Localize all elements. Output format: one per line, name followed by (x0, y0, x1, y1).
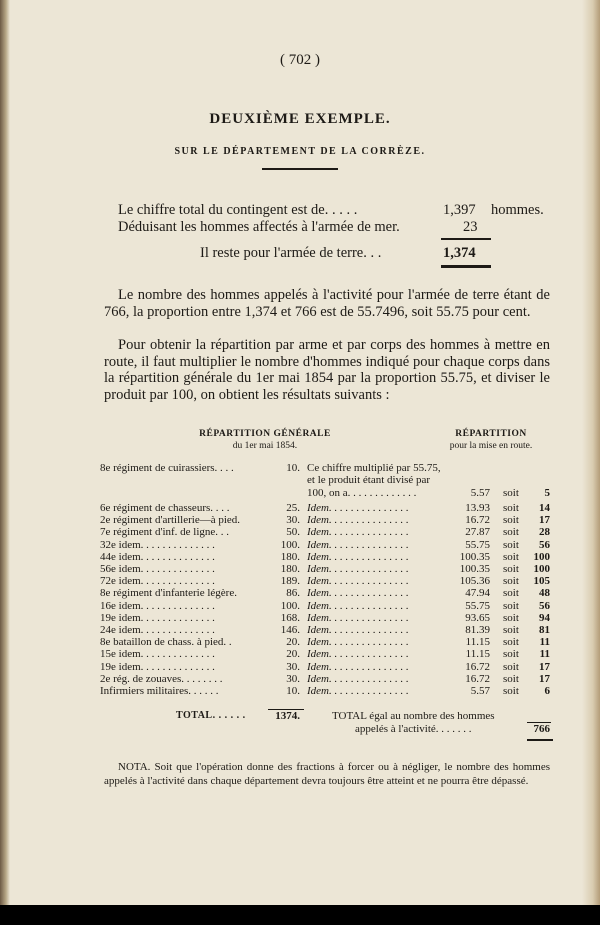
row-desc: Idem. . . . . . . . . . . . . . . (307, 685, 409, 697)
row-corps-name: 2e régiment d'artillerie—à pied. (100, 514, 241, 527)
row-desc-line1: Ce chiffre multiplié par 55.75, (307, 462, 441, 474)
table-row (0, 673, 600, 685)
page-left-edge (0, 0, 10, 905)
table-row (0, 575, 600, 587)
row-soit: soit (503, 563, 519, 575)
row-corps-name: 44e idem. . . . . . . . . . . . . . (100, 550, 215, 563)
row-product-value: 105.36 (459, 575, 490, 588)
table-row (0, 685, 600, 697)
row-result: 94 (539, 611, 550, 624)
row-result: 17 (539, 672, 550, 685)
row-soit: soit (503, 514, 519, 527)
row-product-value: 11.15 (465, 648, 490, 661)
row-result: 17 (539, 660, 550, 673)
total-left-label: TOTAL. . . . . . (176, 710, 246, 721)
row-product-value: 55.75 (465, 538, 490, 551)
row-desc: Idem. . . . . . . . . . . . . . . (307, 636, 409, 649)
row-desc: Idem. . . . . . . . . . . . . . . (307, 563, 409, 575)
summary-total-unit: hommes. (491, 202, 544, 218)
table-row (0, 624, 600, 636)
row-result: 11 (539, 636, 550, 649)
row-general-number: 30. (286, 514, 300, 527)
summary-deduct-value: 23 (463, 219, 478, 235)
row-corps-name: 19e idem. . . . . . . . . . . . . . (100, 611, 215, 624)
row-general-number: 30. (286, 660, 300, 673)
row-desc: Idem. . . . . . . . . . . . . . . (307, 550, 409, 563)
row-general-number: 100. (280, 538, 300, 551)
row-corps-name: Infirmiers militaires. . . . . . (100, 685, 219, 697)
row-desc: Idem. . . . . . . . . . . . . . . (307, 538, 409, 551)
row-product-value: 55.75 (465, 599, 490, 612)
header-right-subtitle: pour la mise en route. (449, 441, 533, 451)
summary-deduct-label: Déduisant les hommes affectés à l'armée de mer. (118, 219, 400, 235)
row-corps-name: 7e régiment d'inf. de ligne. . . (100, 526, 230, 539)
row-corps-name: 8e régiment d'infanterie légère. (100, 587, 237, 600)
total-right-rule (527, 722, 551, 723)
table-row (0, 551, 600, 563)
table-row-first (0, 462, 600, 502)
bottom-black-band (0, 905, 600, 925)
row-corps-name: 16e idem. . . . . . . . . . . . . . (100, 599, 215, 612)
total-right-value: 766 (533, 723, 550, 735)
totals-row (0, 710, 600, 740)
row-general-number: 180. (280, 550, 300, 563)
row-result: 56 (539, 599, 550, 612)
row-product-value: 81.39 (465, 624, 490, 636)
row-soit: soit (503, 636, 519, 649)
summary-remain-label: Il reste pour l'armée de terre. . . (200, 245, 382, 261)
row-corps-name: 32e idem. . . . . . . . . . . . . . (100, 538, 215, 551)
row-product-value: 5.57 (470, 685, 490, 697)
row-soit: soit (503, 487, 519, 499)
row-product-value: 5.57 (470, 487, 490, 499)
row-general-number: 10. (286, 685, 300, 697)
row-product-value: 16.72 (465, 672, 490, 685)
row-result: 56 (539, 538, 550, 551)
row-general-number: 50. (286, 526, 300, 539)
summary-remain-value: 1,374 (443, 245, 476, 261)
row-soit: soit (503, 538, 519, 551)
row-soit: soit (503, 624, 519, 636)
row-result: 28 (539, 526, 550, 539)
paragraph-method: Pour obtenir la répartition par arme et par corps des hommes à mettre en route, il faut multiplier le nombre d'hommes indiqué pour chaque corps dans la répartition générale du 1er mai 1854 par la proportion 55.75, et diviser le produit par 100, on obtient les résultats suivants : (104, 337, 550, 403)
row-general-number: 146. (280, 624, 300, 636)
row-general-number: 86. (286, 587, 300, 600)
row-result: 14 (539, 502, 550, 514)
header-left-title: RÉPARTITION GÉNÉRALE (199, 429, 331, 439)
table-row (0, 612, 600, 624)
row-desc: Idem. . . . . . . . . . . . . . . (307, 648, 409, 661)
row-result: 100 (533, 563, 550, 575)
table-row (0, 514, 600, 526)
row-general-number: 168. (280, 611, 300, 624)
row-soit: soit (503, 587, 519, 600)
row-desc: Idem. . . . . . . . . . . . . . . (307, 587, 409, 600)
row-result: 5 (544, 487, 550, 499)
row-desc: Idem. . . . . . . . . . . . . . . (307, 611, 409, 624)
row-result: 100 (533, 550, 550, 563)
row-result: 6 (544, 685, 550, 697)
table-row (0, 587, 600, 599)
row-desc: Idem. . . . . . . . . . . . . . . (307, 575, 409, 588)
row-corps-name: 2e rég. de zouaves. . . . . . . . (100, 672, 223, 685)
summary-result-rule (441, 265, 491, 268)
row-product-value: 11.15 (465, 636, 490, 649)
row-soit: soit (503, 575, 519, 588)
row-desc: Idem. . . . . . . . . . . . . . . (307, 502, 409, 514)
row-corps-name: 19e idem. . . . . . . . . . . . . . (100, 660, 215, 673)
total-right-double-rule (527, 739, 553, 741)
row-general-number: 189. (280, 575, 300, 588)
summary-total-value: 1,397 (443, 202, 476, 218)
table-row (0, 636, 600, 648)
row-general-number: 20. (286, 648, 300, 661)
header-right-title: RÉPARTITION (455, 429, 527, 439)
row-product-value: 16.72 (465, 660, 490, 673)
row-product-value: 27.87 (465, 526, 490, 539)
row-desc: Idem. . . . . . . . . . . . . . . (307, 660, 409, 673)
row-corps-name: 56e idem. . . . . . . . . . . . . . (100, 563, 215, 575)
row-product-value: 93.65 (465, 611, 490, 624)
row-soit: soit (503, 672, 519, 685)
row-soit: soit (503, 502, 519, 514)
row-product-value: 13.93 (465, 502, 490, 514)
row-general-number: 30. (286, 672, 300, 685)
table-row (0, 661, 600, 673)
total-left-value: 1374. (275, 710, 300, 722)
header-route-distribution (432, 428, 550, 452)
row-desc: Idem. . . . . . . . . . . . . . . (307, 624, 409, 636)
row-soit: soit (503, 660, 519, 673)
row-general-number: 25. (286, 502, 300, 514)
row-corps-name: 72e idem. . . . . . . . . . . . . . (100, 575, 215, 588)
paragraph-proportion: Le nombre des hommes appelés à l'activité pour l'armée de terre étant de 766, la proportion entre 1,374 et 766 est de 55.7496, soit 55.75 pour cent. (104, 287, 550, 320)
title-rule (262, 168, 338, 170)
row-general-number: 10. (286, 462, 300, 474)
header-general-distribution (190, 428, 340, 452)
row-general-number: 20. (286, 636, 300, 649)
section-title: DEUXIÈME EXEMPLE. (209, 111, 391, 127)
table-row (0, 539, 600, 551)
row-soit: soit (503, 599, 519, 612)
row-corps-name: 8e régiment de cuirassiers. . . . (100, 462, 234, 474)
row-general-number: 180. (280, 563, 300, 575)
row-soit: soit (503, 550, 519, 563)
page-number: ( 702 ) (280, 52, 320, 68)
row-result: 17 (539, 514, 550, 527)
summary-subtract-rule (441, 238, 491, 240)
row-corps-name: 8e bataillon de chass. à pied. . (100, 636, 232, 649)
row-product-value: 100.35 (459, 550, 490, 563)
table-row (0, 600, 600, 612)
row-product-value: 47.94 (465, 587, 490, 600)
row-product-value: 100.35 (459, 563, 490, 575)
row-result: 81 (539, 624, 550, 636)
row-corps-name: 15e idem. . . . . . . . . . . . . . (100, 648, 215, 661)
row-soit: soit (503, 611, 519, 624)
table-row (0, 526, 600, 538)
table-row (0, 563, 600, 575)
row-general-number: 100. (280, 599, 300, 612)
total-right-label-line1: TOTAL égal au nombre des hommes (332, 710, 495, 722)
row-result: 48 (539, 587, 550, 600)
row-desc-line2: et le produit étant divisé par (307, 474, 431, 486)
row-desc: Idem. . . . . . . . . . . . . . . (307, 526, 409, 539)
table-row (0, 502, 600, 514)
footnote: NOTA. Soit que l'opération donne des fractions à forcer ou à négliger, le nombre des hommes appelés à l'activité dans chaque département devra toujours être atteint et ne pourra être dépassé. (104, 761, 550, 787)
page-right-edge (582, 0, 600, 905)
header-left-subtitle: du 1er mai 1854. (232, 441, 298, 451)
table-row (0, 648, 600, 660)
total-right-label-line2: appelés à l'activité. . . . . . . (355, 723, 472, 735)
row-desc: Idem. . . . . . . . . . . . . . . (307, 514, 409, 527)
row-product-value: 16.72 (465, 514, 490, 527)
row-desc-line3: 100, on a. . . . . . . . . . . . . (307, 487, 417, 499)
row-result: 11 (539, 648, 550, 661)
row-corps-name: 6e régiment de chasseurs. . . . (100, 502, 230, 514)
row-corps-name: 24e idem. . . . . . . . . . . . . . (100, 624, 215, 636)
row-desc: Idem. . . . . . . . . . . . . . . (307, 599, 409, 612)
total-left-rule (268, 709, 304, 710)
row-desc: Idem. . . . . . . . . . . . . . . (307, 672, 409, 685)
row-result: 105 (533, 575, 550, 588)
section-subtitle: SUR LE DÉPARTEMENT DE LA CORRÈZE. (174, 146, 426, 157)
row-soit: soit (503, 685, 519, 697)
row-soit: soit (503, 648, 519, 661)
summary-total-label: Le chiffre total du contingent est de. . . . . (118, 202, 358, 218)
row-soit: soit (503, 526, 519, 539)
